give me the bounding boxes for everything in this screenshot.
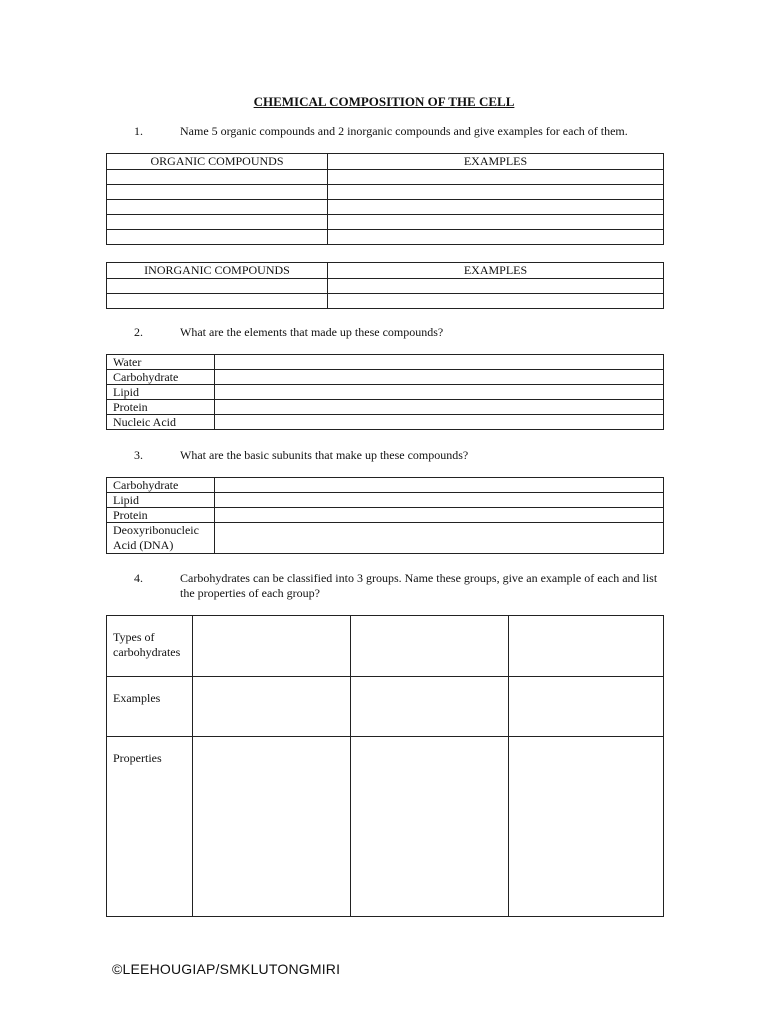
question-number: 3. xyxy=(134,448,143,462)
subunits-table xyxy=(106,477,664,554)
inorganic-header: INORGANIC COMPOUNDS xyxy=(107,263,328,279)
row-label-types: Types of carbohydrates xyxy=(107,616,193,677)
question-number: 4. xyxy=(134,571,143,585)
answer-cell[interactable] xyxy=(328,279,664,294)
copyright-footer: ©LEEHOUGIAP/SMKLUTONGMIRI xyxy=(112,961,341,977)
answer-cell[interactable] xyxy=(351,616,509,677)
organic-compounds-table xyxy=(106,153,664,245)
answer-cell[interactable] xyxy=(215,493,664,508)
row-label-water: Water xyxy=(107,355,215,370)
answer-cell[interactable] xyxy=(509,616,664,677)
organic-examples-header: EXAMPLES xyxy=(328,154,664,170)
row-label-nucleic-acid: Nucleic Acid xyxy=(107,415,215,430)
answer-cell[interactable] xyxy=(193,616,351,677)
answer-cell[interactable] xyxy=(328,215,664,230)
answer-cell[interactable] xyxy=(215,415,664,430)
page-title: CHEMICAL COMPOSITION OF THE CELL xyxy=(253,94,515,109)
answer-cell[interactable] xyxy=(351,737,509,917)
answer-cell[interactable] xyxy=(107,215,328,230)
organic-header: ORGANIC COMPOUNDS xyxy=(107,154,328,170)
row-label-protein: Protein xyxy=(107,400,215,415)
answer-cell[interactable] xyxy=(215,370,664,385)
answer-cell[interactable] xyxy=(328,294,664,309)
answer-cell[interactable] xyxy=(107,185,328,200)
answer-cell[interactable] xyxy=(328,185,664,200)
answer-cell[interactable] xyxy=(509,737,664,917)
answer-cell[interactable] xyxy=(215,523,664,554)
row-label-dna: Deoxyribonucleic Acid (DNA) xyxy=(107,523,215,554)
answer-cell[interactable] xyxy=(107,230,328,245)
answer-cell[interactable] xyxy=(107,294,328,309)
row-label-lipid: Lipid xyxy=(107,493,215,508)
carbohydrate-groups-table xyxy=(106,615,664,917)
answer-cell[interactable] xyxy=(107,200,328,215)
question-text: Carbohydrates can be classified into 3 groups. Name these groups, give an example of each and list the properties of each group? xyxy=(180,571,658,600)
row-label-carbohydrate: Carbohydrate xyxy=(107,478,215,493)
question-number: 1. xyxy=(134,124,143,138)
answer-cell[interactable] xyxy=(107,279,328,294)
inorganic-compounds-table xyxy=(106,262,664,309)
answer-cell[interactable] xyxy=(215,400,664,415)
row-label-lipid: Lipid xyxy=(107,385,215,400)
row-label-protein: Protein xyxy=(107,508,215,523)
question-number: 2. xyxy=(134,325,143,339)
answer-cell[interactable] xyxy=(215,508,664,523)
answer-cell[interactable] xyxy=(328,200,664,215)
answer-cell[interactable] xyxy=(215,355,664,370)
answer-cell[interactable] xyxy=(328,170,664,185)
answer-cell[interactable] xyxy=(107,170,328,185)
answer-cell[interactable] xyxy=(193,677,351,737)
elements-table xyxy=(106,354,664,430)
row-label-properties: Properties xyxy=(107,737,193,917)
question-text: Name 5 organic compounds and 2 inorganic compounds and give examples for each of them. xyxy=(180,124,628,138)
answer-cell[interactable] xyxy=(328,230,664,245)
answer-cell[interactable] xyxy=(509,677,664,737)
question-text: What are the basic subunits that make up these compounds? xyxy=(180,448,469,462)
answer-cell[interactable] xyxy=(215,478,664,493)
answer-cell[interactable] xyxy=(215,385,664,400)
row-label-carbohydrate: Carbohydrate xyxy=(107,370,215,385)
row-label-examples: Examples xyxy=(107,677,193,737)
answer-cell[interactable] xyxy=(351,677,509,737)
answer-cell[interactable] xyxy=(193,737,351,917)
question-text: What are the elements that made up these compounds? xyxy=(180,325,444,339)
inorganic-examples-header: EXAMPLES xyxy=(328,263,664,279)
